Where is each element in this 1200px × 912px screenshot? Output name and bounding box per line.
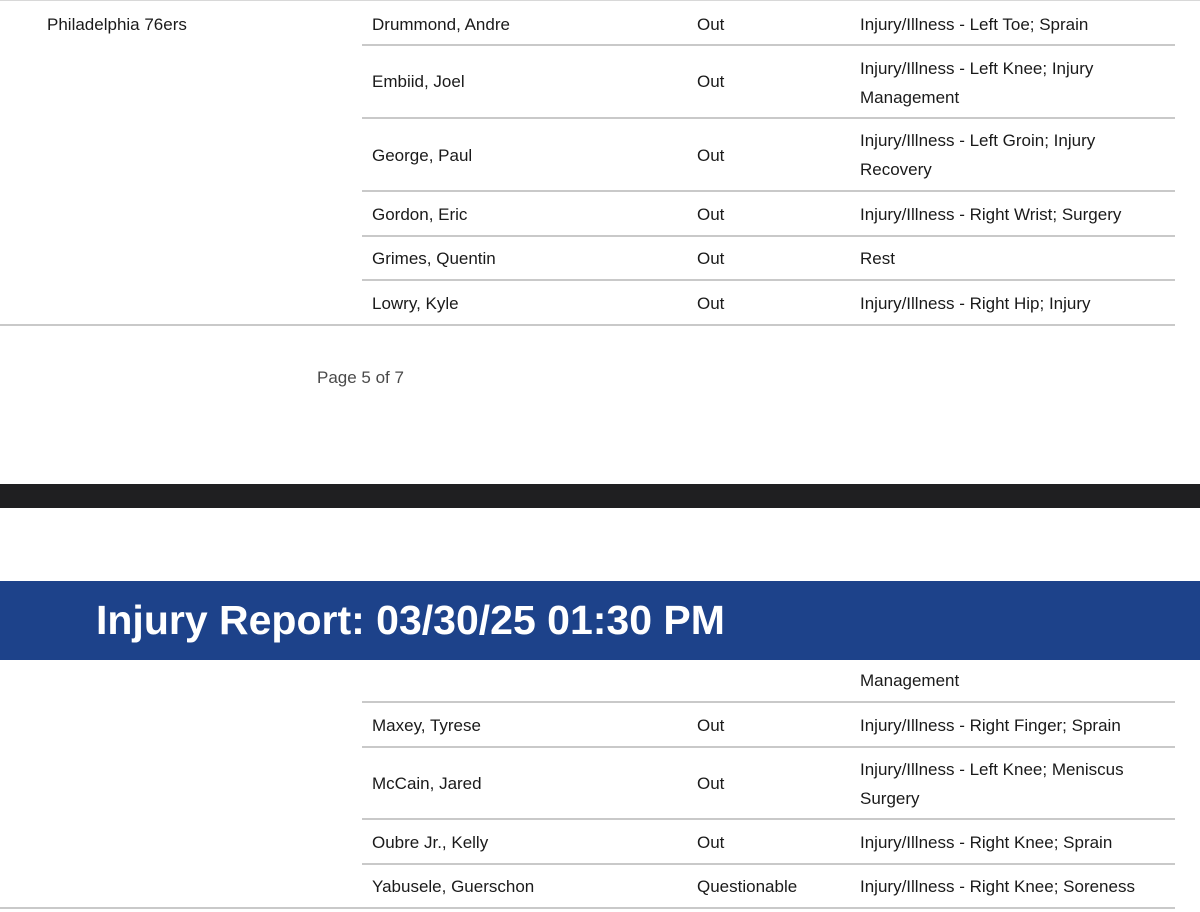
- player-name: Grimes, Quentin: [372, 249, 496, 268]
- row-divider: [362, 235, 1175, 237]
- player-name: Maxey, Tyrese: [372, 716, 481, 735]
- player-name: George, Paul: [372, 146, 473, 165]
- player-status: Out: [697, 205, 725, 224]
- row-divider: [362, 863, 1175, 865]
- player-name: Yabusele, Guerschon: [372, 877, 535, 896]
- player-status: Out: [697, 833, 725, 852]
- row-divider: [362, 190, 1175, 192]
- row-divider: [362, 117, 1175, 119]
- player-reason: Injury/Illness - Left Toe; Sprain: [860, 15, 1089, 34]
- team-name: Philadelphia 76ers: [47, 15, 187, 34]
- player-reason: Injury/Illness - Left Groin; Injury: [860, 131, 1096, 150]
- player-reason-continued: Management: [860, 671, 960, 690]
- page-indicator: Page 5 of 7: [317, 368, 404, 387]
- row-divider: [362, 44, 1175, 46]
- report-header: [0, 581, 1200, 660]
- player-reason: Injury/Illness - Right Finger; Sprain: [860, 716, 1121, 735]
- player-reason: Injury/Illness - Right Knee; Soreness: [860, 877, 1135, 896]
- player-status: Questionable: [697, 877, 798, 896]
- player-status: Out: [697, 146, 725, 165]
- page-break-bar: [0, 484, 1200, 508]
- page-top-edge: [0, 0, 1200, 1]
- player-reason: Injury/Illness - Left Knee; Meniscus: [860, 760, 1124, 779]
- player-reason-continued: Recovery: [860, 160, 932, 179]
- player-status: Out: [697, 15, 725, 34]
- player-reason: Injury/Illness - Right Knee; Sprain: [860, 833, 1113, 852]
- player-reason: Rest: [860, 249, 895, 268]
- player-name: Lowry, Kyle: [372, 294, 459, 313]
- player-status: Out: [697, 249, 725, 268]
- row-divider: [362, 746, 1175, 748]
- player-reason-continued: Surgery: [860, 789, 920, 808]
- player-name: Embiid, Joel: [372, 72, 465, 91]
- player-status: Out: [697, 294, 725, 313]
- player-name: Gordon, Eric: [372, 205, 468, 224]
- row-divider: [362, 279, 1175, 281]
- row-divider: [362, 701, 1175, 703]
- player-reason-continued: Management: [860, 88, 960, 107]
- player-name: Oubre Jr., Kelly: [372, 833, 489, 852]
- player-name: Drummond, Andre: [372, 15, 510, 34]
- player-status: Out: [697, 72, 725, 91]
- player-status: Out: [697, 716, 725, 735]
- table-bottom-rule: [0, 907, 1175, 909]
- player-reason: Injury/Illness - Right Wrist; Surgery: [860, 205, 1122, 224]
- player-status: Out: [697, 774, 725, 793]
- table-bottom-rule: [0, 324, 1175, 326]
- row-divider: [362, 818, 1175, 820]
- report-title: Injury Report: 03/30/25 01:30 PM: [96, 597, 725, 643]
- player-reason: Injury/Illness - Right Hip; Injury: [860, 294, 1091, 313]
- player-reason: Injury/Illness - Left Knee; Injury: [860, 59, 1094, 78]
- player-name: McCain, Jared: [372, 774, 482, 793]
